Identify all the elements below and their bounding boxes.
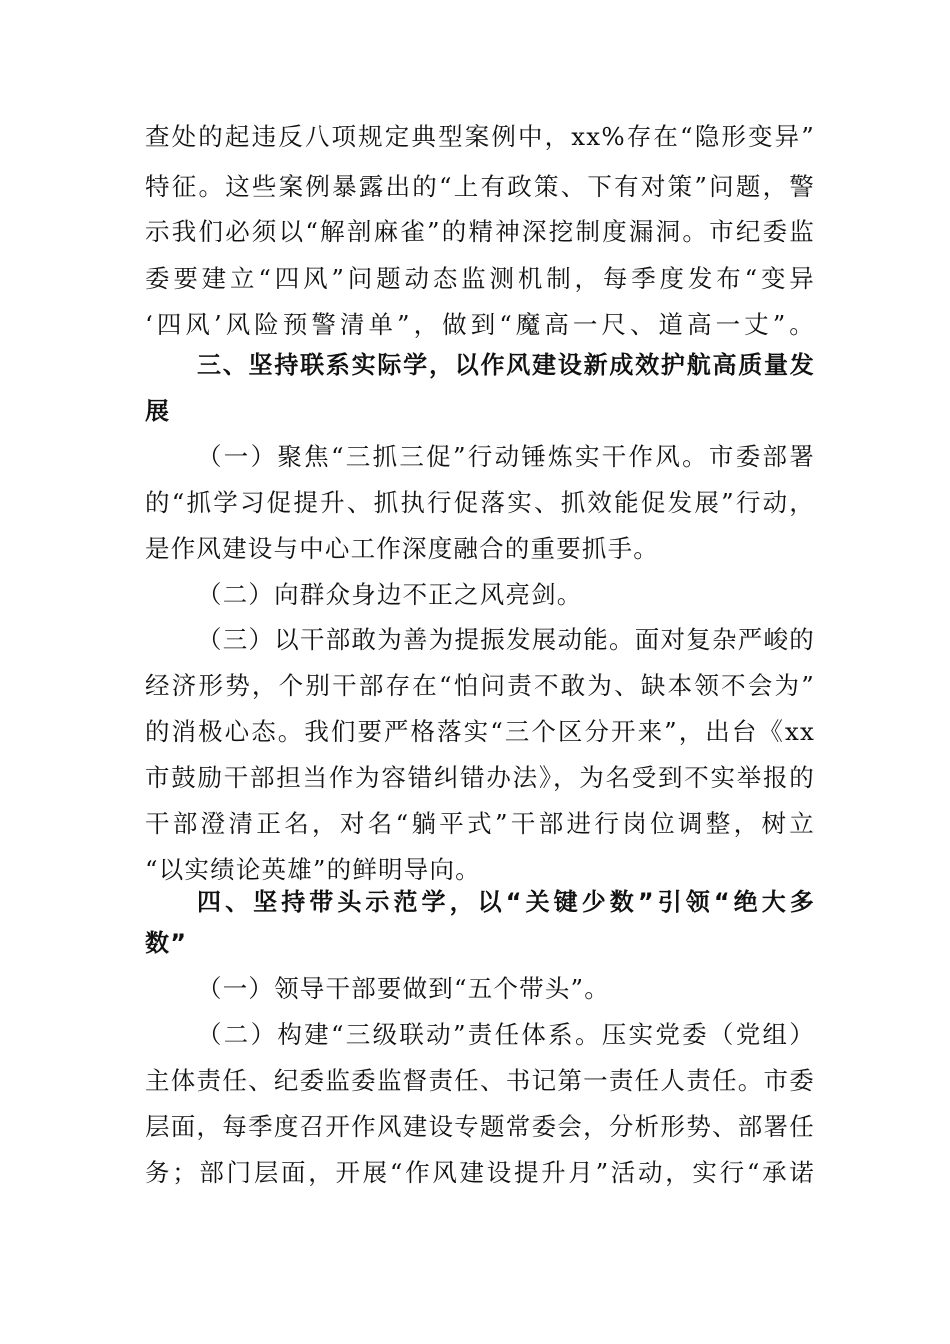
body-text-line: 主体责任、纪委监委监督责任、书记第一责任人责任。市委: [145, 1066, 815, 1095]
subsection-paragraph-line: （二）构建“三级联动”责任体系。压实党委（党组）: [197, 1020, 815, 1049]
body-text-line: 经济形势，个别干部存在“怕问责不敢为、缺本领不会为”: [145, 671, 815, 700]
body-text-line: “以实绩论英雄”的鲜明导向。: [145, 855, 481, 884]
subsection-paragraph-line: （三）以干部敢为善为提振发展动能。面对复杂严峻的: [197, 625, 815, 654]
body-text-line: 干部澄清正名，对名“躺平式”干部进行岗位调整，树立: [145, 809, 815, 838]
body-text-line: 层面，每季度召开作风建设专题常委会，分析形势、部署任: [145, 1112, 815, 1141]
subsection-paragraph-line: （一）聚焦“三抓三促”行动锤炼实干作风。市委部署: [197, 442, 815, 471]
body-text-line: 查处的起违反八项规定典型案例中，xx%存在“隐形变异”: [145, 122, 815, 151]
body-text-line: ‘四风’风险预警清单”，做到“魔高一尺、道高一丈”。: [145, 310, 815, 339]
body-text-line: 的“抓学习促提升、抓执行促落实、抓效能促发展”行动，: [145, 488, 815, 517]
section-heading: 数”: [145, 929, 188, 957]
body-text-line: 的消极心态。我们要严格落实“三个区分开来”，出台《xx: [145, 717, 815, 746]
body-text-line: 是作风建设与中心工作深度融合的重要抓手。: [145, 534, 659, 563]
subsection-title: （二）向群众身边不正之风亮剑。: [197, 580, 583, 609]
section-heading: 三、坚持联系实际学，以作风建设新成效护航高质量发: [197, 351, 815, 379]
body-text-line: 示我们必须以“解剖麻雀”的精神深挖制度漏洞。市纪委监: [145, 217, 815, 246]
body-text-line: 务；部门层面，开展“作风建设提升月”活动，实行“承诺: [145, 1158, 815, 1187]
section-heading: 展: [145, 397, 171, 425]
section-heading: 四、坚持带头示范学，以“关键少数”引领“绝大多: [197, 888, 815, 916]
body-text-line: 委要建立“四风”问题动态监测机制，每季度发布“变异: [145, 264, 815, 293]
subsection-title: （一）领导干部要做到“五个带头”。: [197, 974, 610, 1003]
body-text-line: 特征。这些案例暴露出的“上有政策、下有对策”问题，警: [145, 172, 815, 201]
body-text-line: 市鼓励干部担当作为容错纠错办法》，为名受到不实举报的: [145, 763, 815, 792]
